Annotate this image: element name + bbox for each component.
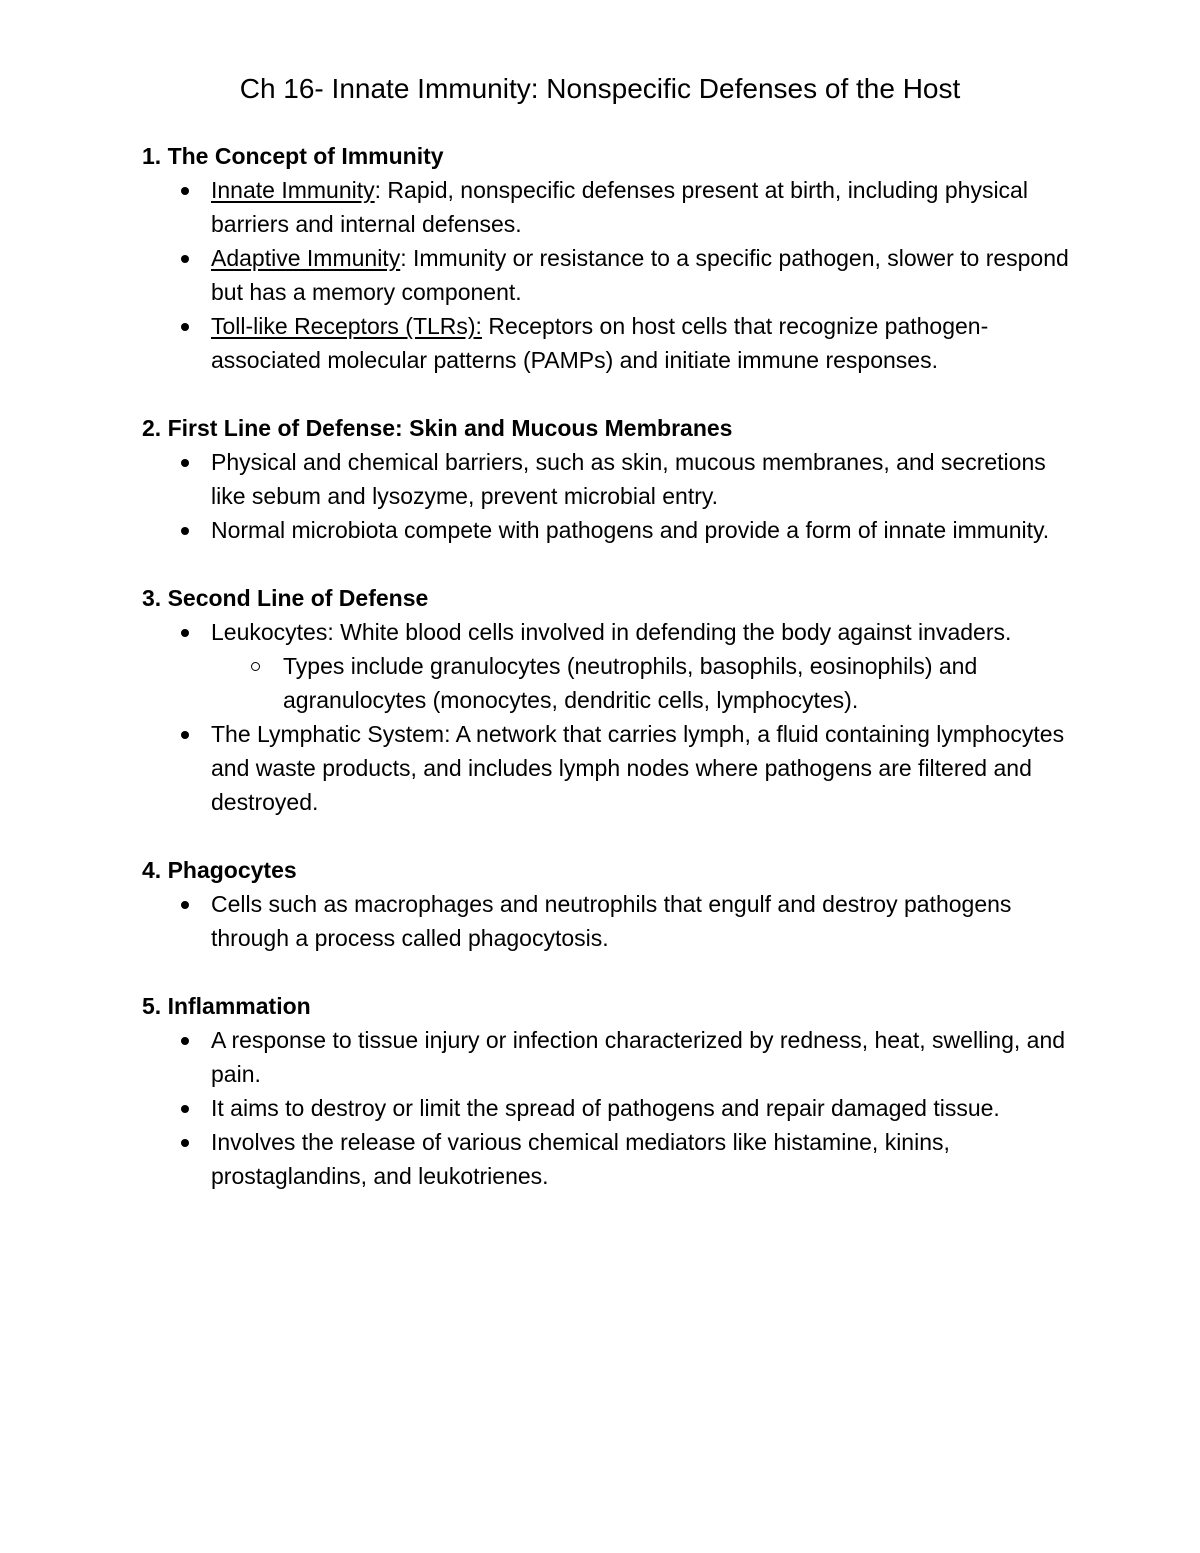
section-second-line-of-defense [142, 581, 1072, 819]
list-item [142, 1023, 1072, 1091]
section-heading: 5. Inflammation [142, 993, 311, 1019]
item-text: It aims to destroy or limit the spread of pathogens and repair damaged tissue. [211, 1095, 1000, 1121]
bullet-list [142, 173, 1072, 377]
item-text: Physical and chemical barriers, such as skin, mucous membranes, and secretions like sebum and lysozyme, prevent microbial entry. [211, 449, 1046, 509]
bullet-list [142, 1023, 1072, 1193]
list-item [142, 1125, 1072, 1193]
list-item [142, 513, 1072, 547]
bullet-icon [181, 527, 189, 535]
hollow-bullet-icon [251, 662, 260, 671]
list-item [142, 717, 1072, 819]
section-heading: 2. First Line of Defense: Skin and Mucous Membranes [142, 415, 733, 441]
document-body [142, 139, 1072, 1227]
bullet-icon [181, 1139, 189, 1147]
item-text: The Lymphatic System: A network that carries lymph, a fluid containing lymphocytes and waste products, and includes lymph nodes where pathogens are filtered and destroyed. [211, 721, 1065, 815]
item-text: A response to tissue injury or infection characterized by redness, heat, swelling, and pain. [211, 1027, 1066, 1087]
section-first-line-of-defense [142, 411, 1072, 547]
item-text: Normal microbiota compete with pathogens and provide a form of innate immunity. [211, 517, 1050, 543]
bullet-icon [181, 1037, 189, 1045]
item-text: Leukocytes: White blood cells involved in defending the body against invaders. [211, 619, 1012, 645]
definition-text: Receptors on host cells that recognize pathogen-associated molecular patterns (PAMPs) and initiate immune responses. [211, 313, 989, 373]
sub-bullet-list [211, 649, 1072, 717]
bullet-icon [181, 323, 189, 331]
section-heading: 4. Phagocytes [142, 857, 297, 883]
bullet-icon [181, 1105, 189, 1113]
section-phagocytes [142, 853, 1072, 955]
section-inflammation [142, 989, 1072, 1193]
bullet-list [142, 445, 1072, 547]
list-item [142, 445, 1072, 513]
term-adaptive-immunity: Adaptive Immunity [211, 245, 401, 271]
term-innate-immunity: Innate Immunity [211, 177, 375, 203]
bullet-icon [181, 901, 189, 909]
item-text: Cells such as macrophages and neutrophils that engulf and destroy pathogens through a process called phagocytosis. [211, 891, 1012, 951]
bullet-icon [181, 187, 189, 195]
sub-item-text: Types include granulocytes (neutrophils, basophils, eosinophils) and agranulocytes (monocytes, dendritic cells, lymphocytes). [283, 653, 978, 713]
term-toll-like-receptors: Toll-like Receptors (TLRs): [211, 313, 482, 339]
definition-text: : Immunity or resistance to a specific pathogen, slower to respond but has a memory component. [211, 245, 1069, 305]
sub-list-item [211, 649, 1072, 717]
list-item [142, 309, 1072, 377]
bullet-list [142, 615, 1072, 819]
section-heading: 3. Second Line of Defense [142, 585, 429, 611]
bullet-icon [181, 255, 189, 263]
bullet-icon [181, 629, 189, 637]
document-title: Ch 16- Innate Immunity: Nonspecific Defenses of the Host [239, 73, 961, 104]
list-item [142, 1091, 1072, 1125]
section-concept-of-immunity [142, 139, 1072, 377]
bullet-icon [181, 459, 189, 467]
definition-text: : Rapid, nonspecific defenses present at birth, including physical barriers and internal defenses. [211, 177, 1028, 237]
bullet-list [142, 887, 1072, 955]
section-heading: 1. The Concept of Immunity [142, 143, 444, 169]
list-item [142, 241, 1072, 309]
bullet-icon [181, 731, 189, 739]
item-text: Involves the release of various chemical mediators like histamine, kinins, prostaglandins, and leukotrienes. [211, 1129, 950, 1189]
list-item [142, 615, 1072, 717]
list-item [142, 887, 1072, 955]
list-item [142, 173, 1072, 241]
